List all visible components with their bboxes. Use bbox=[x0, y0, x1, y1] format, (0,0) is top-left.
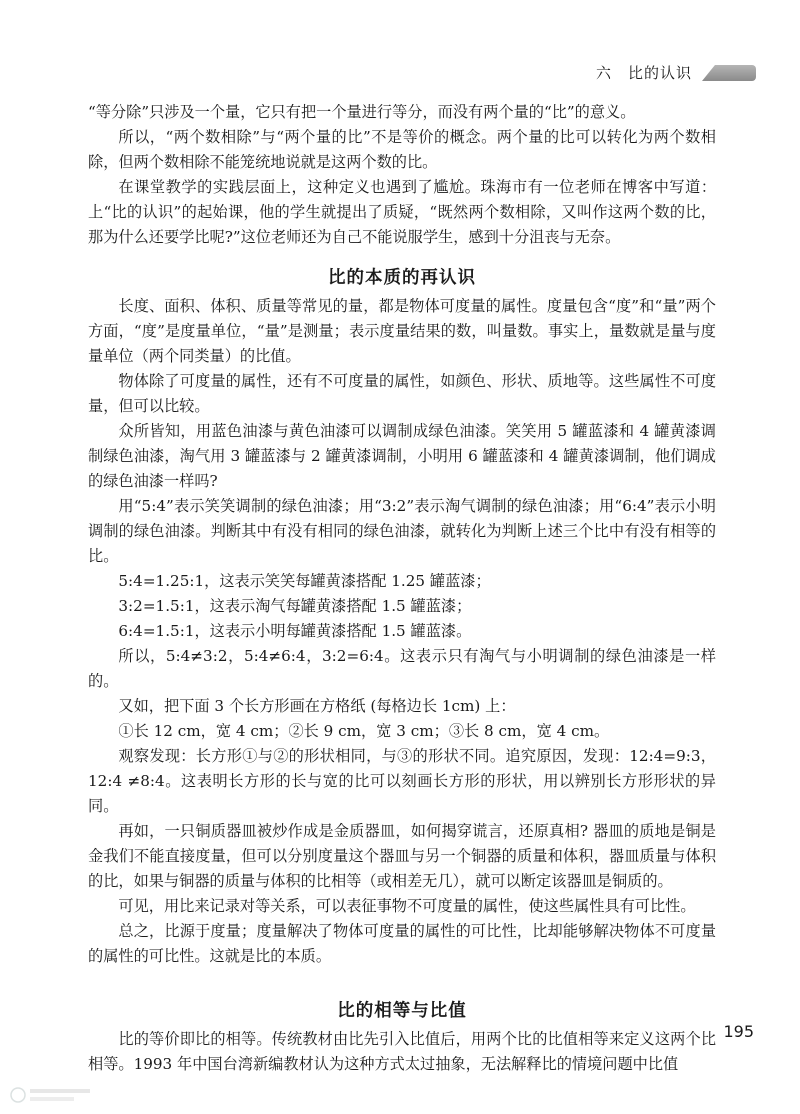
section-heading: 比的相等与比值 bbox=[337, 1001, 467, 1021]
ratio-line: 6:4=1.5:1，这表示小明每罐黄漆搭配 1.5 罐蓝漆。 bbox=[118, 622, 472, 640]
paragraph: 又如，把下面 3 个长方形画在方格纸 (每格边长 1cm) 上： bbox=[118, 697, 516, 715]
paragraph: “等分除”只涉及一个量，它只有把一个量进行等分，而没有两个量的“比”的意义。 bbox=[88, 103, 636, 121]
paragraph: 比的等价即比的相等。传统教材由比先引入比值后，用两个比的比值相等来定义这两个比相等。1993 年中国台湾新编教材认为这种方式太过抽象，无法解释比的情境问题中比值 bbox=[88, 1030, 716, 1073]
paragraph: 总之，比源于度量；度量解决了物体可度量的属性的可比性，比却能够解决物体不可度量的属性的可比性。这就是比的本质。 bbox=[88, 922, 716, 965]
paragraph: 所以，“两个数相除”与“两个量的比”不是等价的概念。两个量的比可以转化为两个数相除，但两个数相除不能笼统地说就是这两个数的比。 bbox=[88, 128, 716, 171]
chapter-tab-decoration bbox=[702, 65, 756, 81]
ratio-line: 3:2=1.5:1，这表示淘气每罐黄漆搭配 1.5 罐蓝漆； bbox=[118, 597, 472, 615]
paragraph: 再如，一只铜质器皿被炒作成是金质器皿，如何揭穿谎言，还原真相? 器皿的质地是铜是金我们不能直接度量，但可以分别度量这个器皿与另一个铜器的质量和体积，器皿质量与体积的比，如果与铜器的质量与体积的比相等（或相差无几），就可以断定该器皿是铜质的。 bbox=[88, 822, 716, 890]
paragraph: 可见，用比来记录对等关系，可以表征事物不可度量的属性，使这些属性具有可比性。 bbox=[118, 897, 696, 915]
paragraph: 在课堂教学的实践层面上，这种定义也遇到了尴尬。珠海市有一位老师在博客中写道：上“比的认识”的起始课，他的学生就提出了质疑，“既然两个数相除，又叫作这两个数的比，那为什么还要学比呢?”这位老师还为自己不能说服学生，感到十分沮丧与无奈。 bbox=[88, 178, 716, 246]
running-head bbox=[0, 62, 800, 86]
paragraph: 所以，5:4≠3:2，5:4≠6:4，3:2=6:4。这表示只有淘气与小明调制的绿色油漆是一样的。 bbox=[88, 647, 716, 690]
paragraph: 用“5:4”表示笑笑调制的绿色油漆；用“3:2”表示淘气调制的绿色油漆；用“6:4”表示小明调制的绿色油漆。判断其中有没有相同的绿色油漆，就转化为判断上述三个比中有没有相等的比。 bbox=[88, 497, 716, 565]
paragraph: 众所皆知，用蓝色油漆与黄色油漆可以调制成绿色油漆。笑笑用 5 罐蓝漆和 4 罐黄漆调制绿色油漆，淘气用 3 罐蓝漆与 2 罐黄漆调制，小明用 6 罐蓝漆和 4 罐黄漆调制，他们调成的绿色油漆一样吗? bbox=[88, 422, 716, 490]
page-number: 195 bbox=[723, 1022, 754, 1041]
rectangle-list: ①长 12 cm，宽 4 cm；②长 9 cm，宽 3 cm；③长 8 cm，宽 4 cm。 bbox=[118, 722, 610, 740]
section-heading: 比的本质的再认识 bbox=[328, 268, 476, 288]
paragraph: 观察发现：长方形①与②的形状相同，与③的形状不同。追究原因，发现：12:4=9:3，12:4 ≠8:4。这表明长方形的长与宽的比可以刻画长方形的形状，用以辨别长方形形状的异同。 bbox=[88, 747, 716, 815]
chapter-title: 六 比的认识 bbox=[595, 64, 692, 82]
ratio-line: 5:4=1.25:1，这表示笑笑每罐黄漆搭配 1.25 罐蓝漆； bbox=[118, 572, 491, 590]
paragraph: 长度、面积、体积、质量等常见的量，都是物体可度量的属性。度量包含“度”和“量”两个方面，“度”是度量单位，“量”是测量；表示度量结果的数，叫量数。事实上，量数就是量与度量单位（两个同类量）的比值。 bbox=[88, 297, 716, 365]
paragraph: 物体除了可度量的属性，还有不可度量的属性，如颜色、形状、质地等。这些属性不可度量，但可以比较。 bbox=[88, 372, 716, 415]
page-content bbox=[88, 100, 716, 1077]
watermark-logo-icon bbox=[8, 1082, 108, 1108]
